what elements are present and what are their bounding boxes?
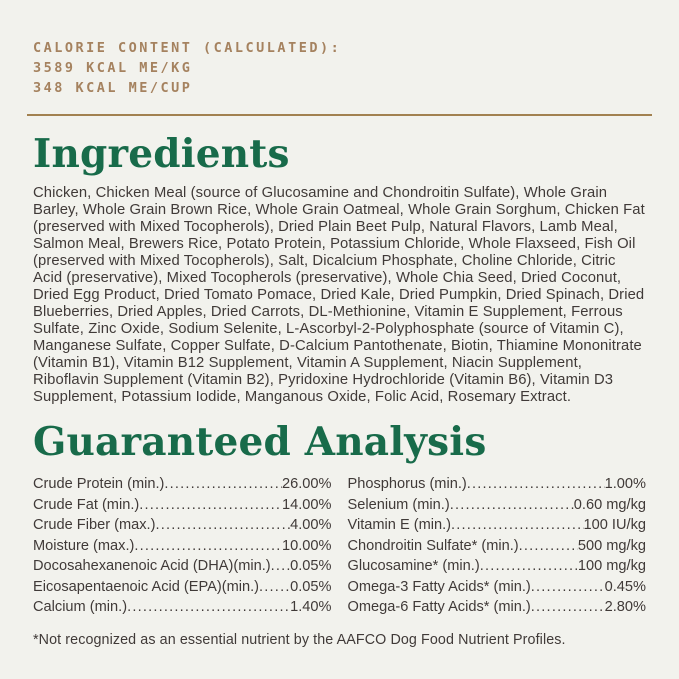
dot-leader — [134, 536, 282, 557]
nutrient-label: Omega-6 Fatty Acids* (min.) — [347, 599, 531, 615]
dot-leader — [139, 495, 282, 516]
ingredients-heading: Ingredients — [33, 131, 290, 177]
analysis-row-phosphorus — [348, 474, 647, 495]
nutrient-label: Calcium (min.) — [33, 599, 128, 615]
analysis-row-glucosamine — [348, 556, 647, 577]
analysis-right-column — [348, 474, 647, 618]
dot-leader — [467, 474, 605, 495]
nutrient-value: 0.05% — [290, 578, 332, 595]
nutrient-label: Omega-3 Fatty Acids* (min.) — [347, 578, 531, 595]
nutrient-label: Crude Protein (min.) — [33, 476, 165, 492]
dot-leader — [531, 597, 605, 618]
nutrient-value: 500 mg/kg — [577, 537, 646, 554]
dot-leader — [451, 515, 583, 536]
dot-leader — [164, 474, 282, 495]
dot-leader — [450, 495, 574, 516]
ingredients-list-text: Chicken, Chicken Meal (source of Glucosamine and Chondroitin Sulfate), Whole Grain Barley, Whole Grain Brown Rice, Whole Grain Oatmeal, Whole Grain Sorghum, Chicken Fat (preserved with Mixed Tocopherols), Dried Plain Beet Pulp, Natural Flavors, Lamb Meal, Salmon Meal, Brewers Rice, Potato Protein, Potassium Chloride, Whole Flaxseed, Fish Oil (preserved with Mixed Tocopherols), Salt, Dicalcium Phosphate, Choline Chloride, Citric Acid (preservative), Mixed Tocopherols (preservative), Whole Chia Seed, Dried Coconut, Dried Egg Product, Dried Tomato Pomace, Dried Kale, Dried Pumpkin, Dried Spinach, Dried Blueberries, Dried Apples, Dried Carrots, DL-Methionine, Vitamin E Supplement, Ferrous Sulfate, Zinc Oxide, Sodium Selenite, L-Ascorbyl-2-Polyphosphate (source of Vitamin C), Manganese Sulfate, Copper Sulfate, D-Calcium Pantothenate, Biotin, Thiamine Mononitrate (Vitamin B1), Vitamin B12 Supplement, Vitamin A Supplement, Niacin Supplement, Riboflavin Supplement (Vitamin B2), Pyridoxine Hydrochloride (Vitamin B6), Vitamin D3 Supplement, Potassium Iodide, Manganous Oxide, Folic Acid, Rosemary Extract. — [33, 185, 645, 405]
nutrient-label: Crude Fiber (max.) — [33, 517, 156, 533]
nutrient-value: 100 mg/kg — [577, 558, 646, 574]
nutrient-label: Glucosamine* (min.) — [347, 558, 480, 574]
nutrient-label: Docosahexanenoic Acid (DHA)(min.) — [33, 558, 271, 574]
guaranteed-analysis-heading: Guaranteed Analysis — [33, 419, 487, 465]
nutrient-value: 100 IU/kg — [583, 517, 646, 533]
nutrient-value: 26.00% — [282, 476, 332, 492]
analysis-row-calcium — [33, 597, 332, 618]
dot-leader — [127, 597, 290, 618]
calorie-per-cup: 348 KCAL ME/CUP — [33, 80, 193, 96]
nutrient-label: Moisture (max.) — [33, 537, 135, 554]
nutrient-value: 0.60 mg/kg — [573, 496, 646, 513]
dot-leader — [259, 577, 290, 598]
section-divider — [27, 114, 652, 116]
analysis-row-crude-fiber — [33, 515, 332, 536]
analysis-row-omega3 — [348, 577, 647, 598]
analysis-row-omega6 — [348, 597, 647, 618]
nutrient-label: Vitamin E (min.) — [347, 517, 452, 533]
nutrient-value: 0.05% — [290, 558, 332, 574]
aafco-footnote: *Not recognized as an essential nutrient by the AAFCO Dog Food Nutrient Profiles. — [33, 631, 566, 648]
dot-leader — [480, 556, 578, 577]
nutrient-label: Phosphorus (min.) — [347, 476, 467, 492]
dot-leader — [531, 577, 605, 598]
analysis-left-column — [33, 474, 332, 618]
dot-leader — [271, 556, 290, 577]
analysis-row-vitamin-e — [348, 515, 647, 536]
nutrient-label: Crude Fat (min.) — [33, 496, 140, 513]
calorie-content-section — [33, 38, 646, 98]
nutrient-value: 2.80% — [604, 599, 646, 615]
analysis-row-crude-fat — [33, 495, 332, 516]
dot-leader — [519, 536, 578, 557]
nutrient-value: 1.40% — [290, 599, 332, 615]
nutrient-label: Selenium (min.) — [347, 496, 450, 513]
calorie-content-title: CALORIE CONTENT (CALCULATED): — [33, 40, 342, 56]
nutrient-value: 4.00% — [290, 517, 332, 533]
dot-leader — [155, 515, 290, 536]
nutrient-label: Eicosapentaenoic Acid (EPA)(min.) — [33, 578, 260, 595]
nutrient-value: 1.00% — [604, 476, 646, 492]
nutrient-value: 0.45% — [604, 578, 646, 595]
nutrient-value: 14.00% — [282, 496, 332, 513]
analysis-row-dha — [33, 556, 332, 577]
analysis-row-moisture — [33, 536, 332, 557]
calorie-per-kg: 3589 KCAL ME/KG — [33, 60, 193, 76]
analysis-row-chondroitin — [348, 536, 647, 557]
analysis-row-selenium — [348, 495, 647, 516]
analysis-row-crude-protein — [33, 474, 332, 495]
nutrient-value: 10.00% — [282, 537, 332, 554]
guaranteed-analysis-table — [33, 474, 646, 618]
nutrient-label: Chondroitin Sulfate* (min.) — [347, 537, 519, 554]
analysis-row-epa — [33, 577, 332, 598]
